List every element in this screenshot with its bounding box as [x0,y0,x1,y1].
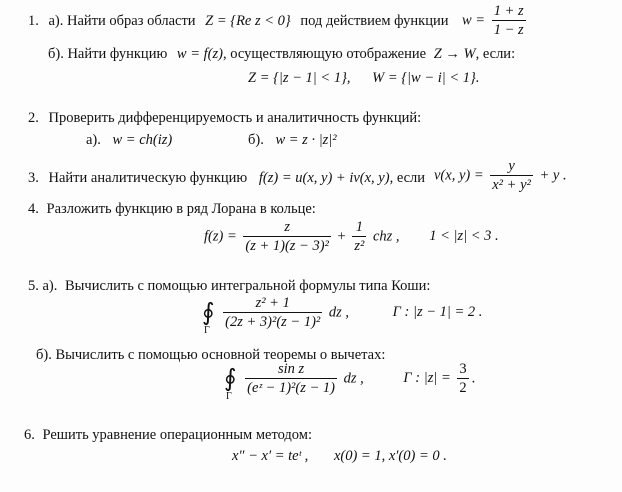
map-expr: Z → W [433,46,476,62]
problem-number: 5. а). [28,278,58,294]
residue-integral [224,361,476,402]
problem-5b [36,348,385,363]
fraction [245,362,337,395]
equation: x″ − x′ = teᵗ , [232,448,309,464]
problem-text: , если: [475,46,516,62]
denominator: (eᶻ − 1)²(z − 1) [247,379,335,396]
denominator: x² + y² [492,176,531,193]
problem-number: 3. [28,170,39,186]
fraction [490,159,533,192]
fraction [352,220,366,253]
problem-text: Проверить дифференцируемость и аналитичность функций: [48,110,422,126]
problem-text: Вычислить с помощью интегральной формулы типа Коши: [65,278,431,294]
fraction [492,4,526,37]
item-label: а). [86,132,101,148]
contour: Γ : |z − 1| = 2 . [392,304,483,321]
denominator: z² [354,237,365,254]
problem-2b [248,133,337,148]
problem-text: под действием функции [300,13,449,29]
dz: dz , [343,370,364,387]
dz: dz , [328,304,350,321]
fraction [223,296,322,329]
v-tail: + y . [539,167,567,184]
sets-line [248,71,479,86]
fraction [243,220,331,253]
problem-text: б). Вычислить с помощью основной теоремы о вычетах: [36,347,386,363]
denominator: (2z + 3)²(z − 1)² [225,313,321,330]
expr: w = ch(iz) [112,132,173,148]
problem-number: 2. [28,110,39,126]
function-formula [462,4,529,37]
problem-6 [24,428,312,443]
problem-2 [28,111,421,126]
problem-text: а). Найти образ области [48,13,196,29]
laurent-formula [204,220,499,253]
problem-4 [28,202,316,217]
denominator: 1 − z [493,21,524,38]
problem-text: , если [389,170,426,186]
problem-text: б). Найти функцию [48,46,168,62]
contour-integral-icon: ∮ Γ [202,299,215,336]
contour-label: Γ [204,324,210,336]
contour-integral-icon: ∮ Γ [224,365,237,402]
denominator: 2 [459,379,467,396]
expr: w = z · |z|² [275,132,337,148]
set-w: W = {|w − i| < 1}. [372,70,480,86]
problem-text: Разложить функцию в ряд Лорана в кольце: [46,201,316,217]
denominator: (z + 1)(z − 3)² [245,237,329,254]
problem-text: Найти аналитическую функцию [48,170,248,186]
problem-2a [86,133,172,148]
numerator: sin z [245,362,337,379]
problem-number: 4. [28,201,39,217]
initial-conditions: x(0) = 1, x′(0) = 0 . [333,448,447,464]
set-z: Z = {|z − 1| < 1}, [248,70,351,86]
problem-text: Решить уравнение операционным методом: [42,427,312,443]
numerator: y [490,159,533,176]
ring: 1 < |z| < 3 . [429,228,499,245]
fraction [457,362,468,395]
ode-line [232,449,447,464]
contour-label: Γ [226,390,232,402]
numerator: z² + 1 [223,296,322,313]
chz: chz , [372,228,400,245]
item-label: б). [248,132,264,148]
lhs: f(z) = [204,228,237,245]
numerator: 1 [352,220,366,237]
plus-sign: + [337,228,346,245]
numerator: 3 [459,361,467,377]
contour: Γ : |z| = [403,370,451,387]
problem-1b [48,47,515,62]
domain-expr: Z = {Re z < 0} [205,13,291,29]
problem-5a [28,279,430,294]
period: . [471,370,476,387]
problem-text: , осуществляющую отображение [222,46,427,62]
numerator: z [243,220,331,237]
problem-number: 1. [28,13,39,29]
func-lhs: w = [462,12,486,29]
cauchy-integral [202,295,483,336]
v-lhs: v(x, y) = [434,167,484,184]
problem-3 [28,171,425,186]
problem-1a [28,14,449,29]
numerator: 1 + z [493,3,524,19]
problem-number: 6. [24,427,35,443]
v-formula [434,159,567,192]
expr: f(z) = u(x, y) + iv(x, y) [258,170,390,186]
func-expr: w = f(z) [176,46,223,62]
